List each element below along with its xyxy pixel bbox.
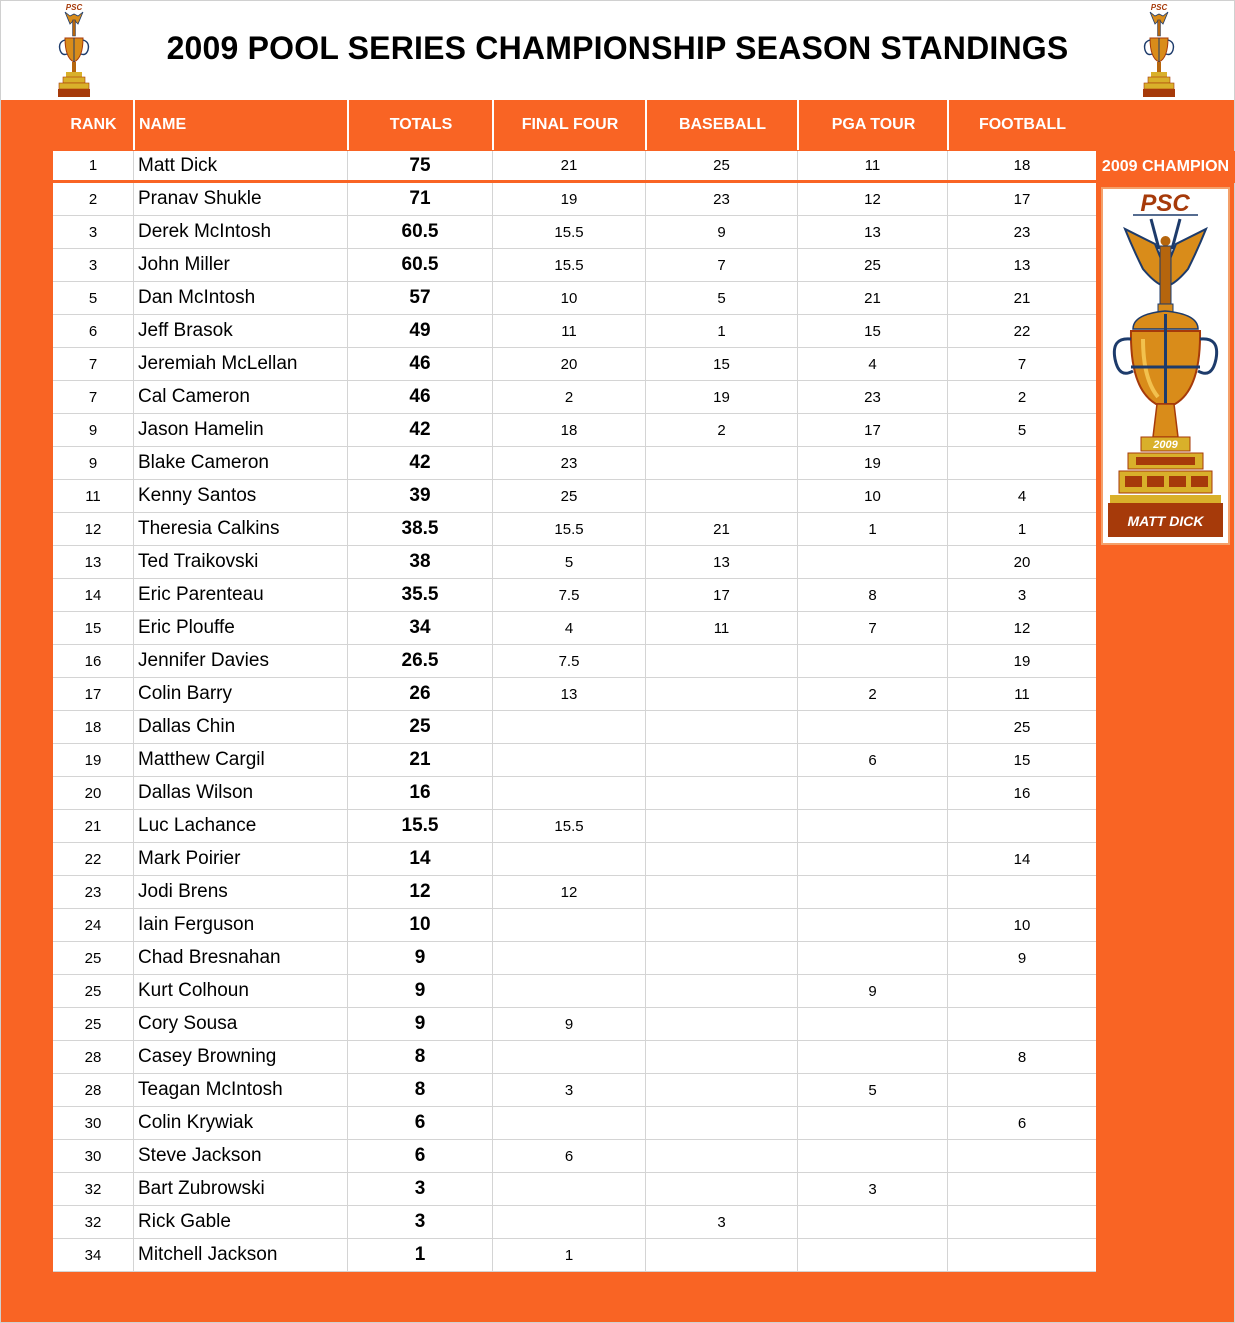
rank-cell: 19 [53, 744, 134, 776]
baseball-cell: 9 [646, 216, 798, 248]
football-cell [948, 810, 1096, 842]
table-row[interactable] [53, 480, 1096, 513]
trophy-icon [1103, 189, 1228, 543]
final-four-cell: 15.5 [493, 216, 646, 248]
rank-cell: 13 [53, 546, 134, 578]
standings-table [53, 151, 1096, 1272]
football-cell: 25 [1013, 718, 1031, 736]
total-cell: 3 [348, 1173, 493, 1205]
final-four-cell [493, 711, 646, 743]
final-four-cell: 25 [493, 480, 646, 512]
baseball-cell: 15 [646, 348, 798, 380]
total-cell: 49 [348, 315, 493, 347]
pga-tour-cell [798, 1140, 948, 1172]
football-cell: 8 [1017, 1048, 1027, 1066]
baseball-cell: 7 [646, 249, 798, 281]
name-cell: Iain Ferguson [134, 909, 348, 941]
name-cell: Dallas Wilson [134, 777, 348, 809]
total-cell: 12 [348, 876, 493, 908]
total-cell: 15.5 [348, 810, 493, 842]
baseball-cell [646, 810, 798, 842]
name-cell: Mitchell Jackson [134, 1239, 348, 1271]
baseball-cell: 11 [646, 612, 798, 644]
baseball-cell [646, 447, 798, 479]
pga-tour-cell: 17 [798, 414, 948, 446]
table-row[interactable] [53, 744, 1096, 777]
baseball-cell [646, 711, 798, 743]
football-cell [948, 975, 1096, 1007]
football-cell [948, 447, 1096, 479]
name-cell: Jeff Brasok [134, 315, 348, 347]
pga-tour-cell: 15 [798, 315, 948, 347]
rank-cell: 16 [53, 645, 134, 677]
final-four-cell: 19 [493, 183, 646, 215]
table-row[interactable] [53, 579, 1096, 612]
name-cell: Casey Browning [134, 1041, 348, 1073]
name-cell: Dallas Chin [134, 711, 348, 743]
final-four-cell: 5 [493, 546, 646, 578]
name-cell: Bart Zubrowski [134, 1173, 348, 1205]
table-row[interactable] [53, 315, 1096, 348]
rank-cell: 32 [53, 1206, 134, 1238]
total-cell: 46 [348, 381, 493, 413]
svg-text:MATT DICK: MATT DICK [1127, 513, 1204, 529]
name-cell: Dan McIntosh [134, 282, 348, 314]
total-cell: 39 [348, 480, 493, 512]
final-four-cell: 21 [493, 151, 646, 180]
name-cell: Cal Cameron [134, 381, 348, 413]
football-cell: 7 [1017, 355, 1027, 373]
final-four-cell: 20 [493, 348, 646, 380]
football-cell: 14 [1013, 850, 1031, 868]
header-pga-tour[interactable]: PGA TOUR [799, 100, 948, 150]
baseball-cell: 19 [646, 381, 798, 413]
rank-cell: 20 [53, 777, 134, 809]
rank-cell: 25 [53, 1008, 134, 1040]
table-row[interactable] [53, 216, 1096, 249]
rank-cell: 21 [53, 810, 134, 842]
rank-cell: 24 [53, 909, 134, 941]
total-cell: 9 [348, 942, 493, 974]
baseball-cell [646, 1239, 798, 1271]
total-cell: 9 [348, 975, 493, 1007]
baseball-cell: 1 [646, 315, 798, 347]
baseball-cell [646, 1074, 798, 1106]
pga-tour-cell: 21 [798, 282, 948, 314]
baseball-cell: 25 [646, 151, 798, 180]
football-cell: 20 [1013, 553, 1031, 571]
pga-tour-cell [798, 942, 948, 974]
football-cell [948, 1206, 1096, 1238]
football-cell [948, 1140, 1096, 1172]
pga-tour-cell [798, 1206, 948, 1238]
total-cell: 60.5 [348, 216, 493, 248]
pga-tour-cell: 19 [798, 447, 948, 479]
rank-cell: 9 [53, 414, 134, 446]
pga-tour-cell [798, 909, 948, 941]
total-cell: 42 [348, 414, 493, 446]
name-cell: Jennifer Davies [134, 645, 348, 677]
baseball-cell: 23 [646, 183, 798, 215]
football-cell: 2 [1017, 388, 1027, 406]
football-cell: 1 [1017, 520, 1027, 538]
pga-tour-cell: 7 [798, 612, 948, 644]
football-cell: 21 [1013, 289, 1031, 307]
table-row[interactable] [53, 1206, 1096, 1239]
table-row[interactable] [53, 546, 1096, 579]
final-four-cell [493, 942, 646, 974]
football-cell: 16 [1013, 784, 1031, 802]
baseball-cell: 13 [646, 546, 798, 578]
rank-cell: 28 [53, 1074, 134, 1106]
total-cell: 26.5 [348, 645, 493, 677]
name-cell: Cory Sousa [134, 1008, 348, 1040]
pga-tour-cell [798, 1107, 948, 1139]
rank-cell: 30 [53, 1107, 134, 1139]
table-row[interactable] [53, 975, 1096, 1008]
baseball-cell [646, 777, 798, 809]
name-cell: Jodi Brens [134, 876, 348, 908]
table-row[interactable] [53, 1239, 1096, 1272]
name-cell: Ted Traikovski [134, 546, 348, 578]
football-cell: 13 [1013, 256, 1031, 274]
baseball-cell [646, 975, 798, 1007]
table-row[interactable] [53, 249, 1096, 282]
total-cell: 1 [348, 1239, 493, 1271]
rank-cell: 6 [53, 315, 134, 347]
pga-tour-cell: 5 [798, 1074, 948, 1106]
table-row[interactable] [53, 810, 1096, 843]
total-cell: 8 [348, 1074, 493, 1106]
pga-tour-cell: 9 [798, 975, 948, 1007]
rank-cell: 12 [53, 513, 134, 545]
name-cell: Jason Hamelin [134, 414, 348, 446]
table-row[interactable] [53, 645, 1096, 678]
total-cell: 10 [348, 909, 493, 941]
final-four-cell: 7.5 [493, 579, 646, 611]
pga-tour-cell: 25 [798, 249, 948, 281]
name-cell: Pranav Shukle [134, 183, 348, 215]
name-cell: Luc Lachance [134, 810, 348, 842]
final-four-cell [493, 777, 646, 809]
name-cell: Blake Cameron [134, 447, 348, 479]
pga-tour-cell: 8 [798, 579, 948, 611]
total-cell: 9 [348, 1008, 493, 1040]
name-cell: Colin Krywiak [134, 1107, 348, 1139]
total-cell: 75 [348, 151, 493, 180]
table-row[interactable] [53, 876, 1096, 909]
header-football[interactable]: FOOTBALL [949, 100, 1096, 150]
total-cell: 38.5 [348, 513, 493, 545]
rank-cell: 28 [53, 1041, 134, 1073]
final-four-cell: 1 [493, 1239, 646, 1271]
svg-text:PSC: PSC [1150, 3, 1168, 12]
rank-cell: 1 [53, 151, 134, 180]
table-row[interactable] [53, 612, 1096, 645]
total-cell: 71 [348, 183, 493, 215]
football-cell: 3 [1017, 586, 1027, 604]
football-cell: 19 [1013, 652, 1031, 670]
football-cell: 6 [1017, 1114, 1027, 1132]
football-cell: 23 [1013, 223, 1031, 241]
table-row[interactable] [53, 1041, 1096, 1074]
pga-tour-cell: 2 [798, 678, 948, 710]
rank-cell: 34 [53, 1239, 134, 1271]
total-cell: 6 [348, 1140, 493, 1172]
name-cell: Teagan McIntosh [134, 1074, 348, 1106]
pga-tour-cell [798, 645, 948, 677]
name-cell: Theresia Calkins [134, 513, 348, 545]
rank-cell: 2 [53, 183, 134, 215]
baseball-cell [646, 1041, 798, 1073]
football-cell [948, 1239, 1096, 1271]
football-cell: 5 [1017, 421, 1027, 439]
pga-tour-cell: 10 [798, 480, 948, 512]
football-cell [948, 876, 1096, 908]
baseball-cell [646, 480, 798, 512]
football-cell: 12 [1013, 619, 1031, 637]
football-cell: 22 [1013, 322, 1031, 340]
baseball-cell: 5 [646, 282, 798, 314]
total-cell: 21 [348, 744, 493, 776]
name-cell: Steve Jackson [134, 1140, 348, 1172]
svg-text:PSC: PSC [1140, 190, 1190, 217]
rank-cell: 15 [53, 612, 134, 644]
final-four-cell [493, 1041, 646, 1073]
football-cell [948, 1074, 1096, 1106]
rank-cell: 14 [53, 579, 134, 611]
header-rank[interactable]: RANK [53, 100, 134, 150]
pga-tour-cell: 3 [798, 1173, 948, 1205]
table-row[interactable] [53, 711, 1096, 744]
total-cell: 46 [348, 348, 493, 380]
total-cell: 25 [348, 711, 493, 743]
total-cell: 60.5 [348, 249, 493, 281]
rank-cell: 17 [53, 678, 134, 710]
final-four-cell: 6 [493, 1140, 646, 1172]
football-cell: 15 [1013, 751, 1031, 769]
rank-cell: 11 [53, 480, 134, 512]
final-four-cell [493, 909, 646, 941]
rank-cell: 3 [53, 216, 134, 248]
rank-cell: 7 [53, 348, 134, 380]
baseball-cell [646, 1107, 798, 1139]
final-four-cell: 9 [493, 1008, 646, 1040]
pga-tour-cell [798, 1239, 948, 1271]
total-cell: 38 [348, 546, 493, 578]
pga-tour-cell [798, 1041, 948, 1073]
pga-tour-cell [798, 777, 948, 809]
baseball-cell [646, 909, 798, 941]
final-four-cell: 10 [493, 282, 646, 314]
rank-cell: 3 [53, 249, 134, 281]
baseball-cell [646, 1173, 798, 1205]
final-four-cell [493, 1173, 646, 1205]
total-cell: 6 [348, 1107, 493, 1139]
svg-text:PSC: PSC [65, 3, 83, 12]
baseball-cell: 2 [646, 414, 798, 446]
rank-cell: 30 [53, 1140, 134, 1172]
table-row[interactable] [53, 942, 1096, 975]
rank-cell: 5 [53, 282, 134, 314]
baseball-cell: 3 [646, 1206, 798, 1238]
header-final-four[interactable]: FINAL FOUR [494, 100, 646, 150]
final-four-cell: 23 [493, 447, 646, 479]
football-cell [948, 1173, 1096, 1205]
total-cell: 34 [348, 612, 493, 644]
table-row[interactable] [53, 843, 1096, 876]
baseball-cell [646, 744, 798, 776]
final-four-cell [493, 744, 646, 776]
table-row[interactable] [53, 1140, 1096, 1173]
rank-cell: 9 [53, 447, 134, 479]
name-cell: Colin Barry [134, 678, 348, 710]
football-cell: 9 [1017, 949, 1027, 967]
rank-cell: 23 [53, 876, 134, 908]
name-cell: Chad Bresnahan [134, 942, 348, 974]
table-row[interactable] [53, 414, 1096, 447]
football-cell: 4 [1017, 487, 1027, 505]
pga-tour-cell: 1 [798, 513, 948, 545]
final-four-cell: 18 [493, 414, 646, 446]
final-four-cell: 15.5 [493, 249, 646, 281]
pga-tour-cell [798, 843, 948, 875]
rank-cell: 18 [53, 711, 134, 743]
table-row[interactable] [53, 678, 1096, 711]
final-four-cell: 11 [493, 315, 646, 347]
total-cell: 14 [348, 843, 493, 875]
table-row[interactable] [53, 777, 1096, 810]
baseball-cell: 17 [646, 579, 798, 611]
name-cell: John Miller [134, 249, 348, 281]
pga-tour-cell [798, 876, 948, 908]
name-cell: Eric Plouffe [134, 612, 348, 644]
name-cell: Jeremiah McLellan [134, 348, 348, 380]
football-cell: 11 [1014, 685, 1030, 703]
pga-tour-cell: 6 [798, 744, 948, 776]
final-four-cell: 13 [493, 678, 646, 710]
football-cell: 18 [1013, 157, 1031, 174]
final-four-cell [493, 975, 646, 1007]
baseball-cell [646, 942, 798, 974]
baseball-cell [646, 1140, 798, 1172]
header-baseball[interactable]: BASEBALL [647, 100, 798, 150]
pga-tour-cell [798, 810, 948, 842]
rank-cell: 25 [53, 975, 134, 1007]
baseball-cell [646, 678, 798, 710]
champion-label: 2009 CHAMPION [1096, 151, 1235, 183]
baseball-cell: 21 [646, 513, 798, 545]
pga-tour-cell: 12 [798, 183, 948, 215]
table-row[interactable] [53, 909, 1096, 942]
table-row[interactable] [53, 282, 1096, 315]
table-row[interactable] [53, 513, 1096, 546]
football-cell: 17 [1013, 190, 1031, 208]
final-four-cell: 12 [493, 876, 646, 908]
header-totals[interactable]: TOTALS [349, 100, 493, 150]
total-cell: 26 [348, 678, 493, 710]
football-cell: 10 [1013, 916, 1031, 934]
pga-tour-cell: 23 [798, 381, 948, 413]
pga-tour-cell [798, 546, 948, 578]
name-cell: Eric Parenteau [134, 579, 348, 611]
table-row[interactable] [53, 183, 1096, 216]
baseball-cell [646, 843, 798, 875]
rank-cell: 22 [53, 843, 134, 875]
name-cell: Rick Gable [134, 1206, 348, 1238]
table-row[interactable] [53, 1074, 1096, 1107]
final-four-cell: 3 [493, 1074, 646, 1106]
table-row[interactable] [53, 381, 1096, 414]
pga-tour-cell [798, 711, 948, 743]
pga-tour-cell: 13 [798, 216, 948, 248]
baseball-cell [646, 1008, 798, 1040]
final-four-cell [493, 1107, 646, 1139]
total-cell: 8 [348, 1041, 493, 1073]
final-four-cell [493, 1206, 646, 1238]
final-four-cell [493, 843, 646, 875]
table-row[interactable] [53, 1008, 1096, 1041]
table-row[interactable] [53, 447, 1096, 480]
total-cell: 16 [348, 777, 493, 809]
final-four-cell: 4 [493, 612, 646, 644]
baseball-cell [646, 645, 798, 677]
name-cell: Kenny Santos [134, 480, 348, 512]
final-four-cell: 15.5 [493, 513, 646, 545]
header-name[interactable]: NAME [135, 100, 348, 150]
table-row[interactable] [53, 348, 1096, 381]
baseball-cell [646, 876, 798, 908]
rank-cell: 7 [53, 381, 134, 413]
page-title: 2009 POOL SERIES CHAMPIONSHIP SEASON STANDINGS [166, 30, 1069, 66]
final-four-cell: 2 [493, 381, 646, 413]
champion-trophy-card [1101, 187, 1230, 545]
name-cell: Derek McIntosh [134, 216, 348, 248]
total-cell: 42 [348, 447, 493, 479]
football-cell [948, 1008, 1096, 1040]
total-cell: 57 [348, 282, 493, 314]
final-four-cell: 7.5 [493, 645, 646, 677]
table-row[interactable] [53, 151, 1096, 183]
total-cell: 3 [348, 1206, 493, 1238]
svg-text:2009: 2009 [1153, 439, 1178, 451]
table-row[interactable] [53, 1173, 1096, 1206]
name-cell: Matthew Cargil [134, 744, 348, 776]
pga-tour-cell [798, 1008, 948, 1040]
rank-cell: 25 [53, 942, 134, 974]
name-cell: Matt Dick [134, 151, 348, 180]
name-cell: Kurt Colhoun [134, 975, 348, 1007]
final-four-cell: 15.5 [493, 810, 646, 842]
rank-cell: 32 [53, 1173, 134, 1205]
total-cell: 35.5 [348, 579, 493, 611]
table-row[interactable] [53, 1107, 1096, 1140]
pga-tour-cell: 11 [798, 151, 948, 180]
pga-tour-cell: 4 [798, 348, 948, 380]
name-cell: Mark Poirier [134, 843, 348, 875]
